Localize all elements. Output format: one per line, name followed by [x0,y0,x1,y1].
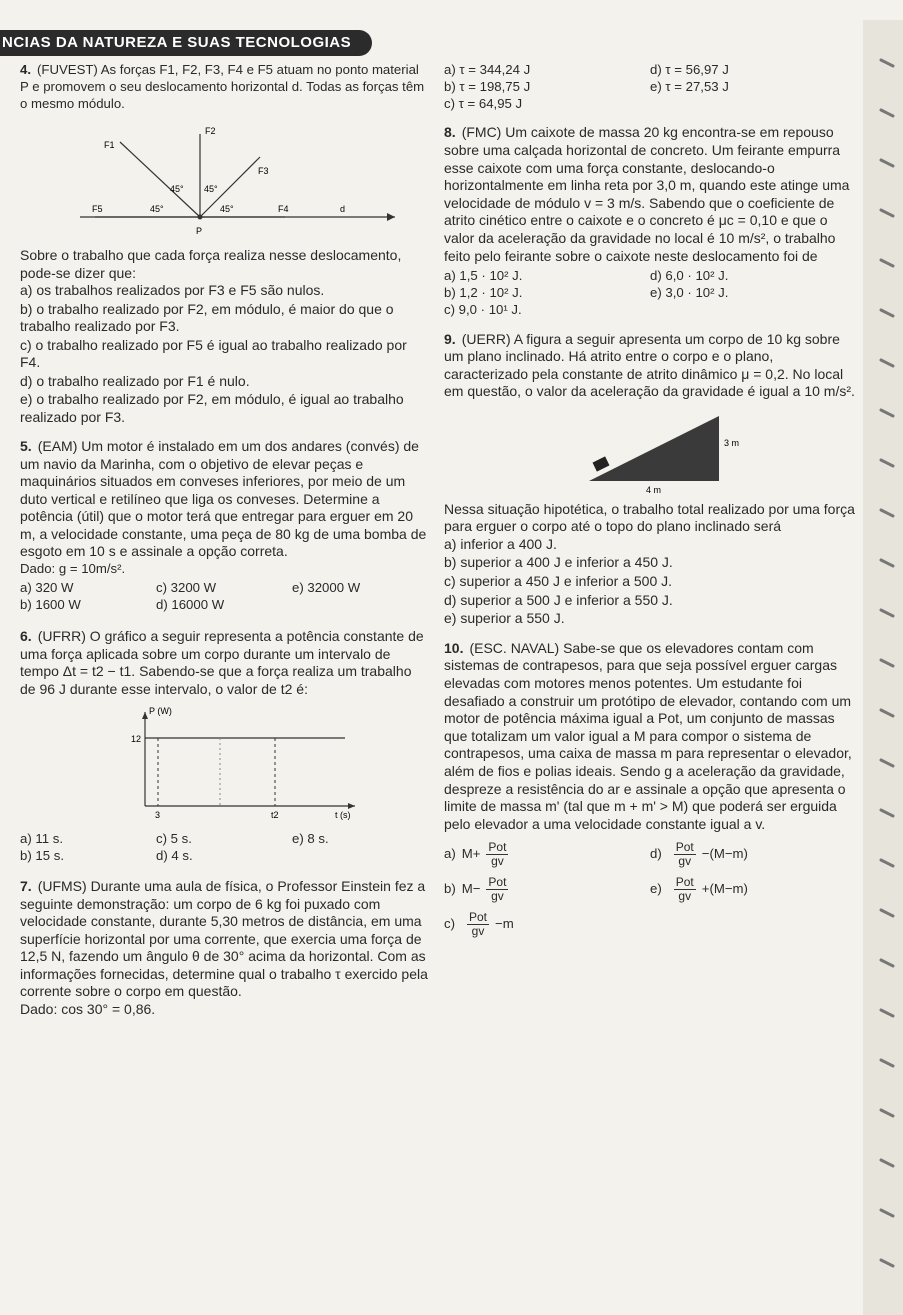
numerator: Pot [469,910,488,925]
option-a[interactable]: a) 11 s. [20,830,64,846]
question-number: 7. [20,878,32,895]
denominator: gv [491,854,504,869]
question-9 [444,331,856,628]
numerator: Pot [675,875,694,890]
option-e[interactable] [650,876,856,903]
option-label: e) [650,881,662,897]
power-time-chart [20,698,420,823]
option-c[interactable]: c) τ = 64,95 J [444,95,523,111]
question-7-options [444,62,856,112]
label-f3: F3 [258,166,269,177]
height-label: 3 m [724,437,740,448]
option-label: d) [650,846,662,862]
question-stem: (EAM) Um motor é instalado em um dos andares (convés) de um navio da Marinha, com o objetivo de elevar peças e maquinários situados em conveses inferiores, por meio de um duto vertical e retilíneo que liga os conveses. Determine a potência (útil) que o motor terá que entregar para erguer em 20 m, a velocidade constante, uma peça de 80 kg de uma bomba de esgoto em 10 s e assinale a opção correta. [20,438,427,560]
options-grid [444,62,856,112]
option-b[interactable]: b) superior a 400 J e inferior a 450 J. [444,554,673,571]
fraction [467,911,489,938]
question-10 [444,640,856,939]
label-p: P [196,226,203,237]
option-e[interactable]: e) o trabalho realizado por F2, em módulo, é igual ao trabalho realizado por F3. [20,391,404,425]
option-label: b) [444,881,456,897]
options-grid [20,580,428,614]
option-label: c) [444,916,455,932]
given-data: Dado: g = 10m/s². [20,560,126,576]
base-label: 4 m [646,484,662,495]
option-suffix: −m [495,916,514,932]
question-stem: (FMC) Um caixote de massa 20 kg encontra-se em repouso sobre uma calçada horizontal de concreto. Um feirante empurra esse caixote com uma força constante, deslocando-o horizontalmente em linha reta por 3,0 m, quando este atinge uma velocidade de módulo v = 3 m/s. Sabendo que o coeficiente de atrito cinético entre o caixote e o concreto é μc = 0,10 e que o valor da aceleração da gravidade no local é 10 m/s², o trabalho feito pelo feirante sobre o caixote neste deslocamento foi de [444,124,850,264]
question-number: 10. [444,639,464,656]
option-d[interactable]: d) τ = 56,97 J [650,62,729,77]
option-a[interactable]: a) τ = 344,24 J [444,62,531,77]
option-d[interactable]: d) superior a 500 J e inferior a 550 J. [444,591,673,608]
option-a[interactable]: a) 320 W [20,580,74,596]
option-c[interactable]: c) 5 s. [156,830,192,846]
option-b[interactable]: b) 1,2 · 10² J. [444,284,523,300]
denominator: gv [471,924,485,939]
x-tick-t1: 3 [155,810,161,821]
denominator: gv [678,854,692,869]
option-c[interactable] [444,911,650,938]
options-grid [20,831,428,865]
options-grid [444,841,856,938]
question-number: 8. [444,124,456,141]
numerator: Pot [488,875,507,890]
question-5 [20,438,428,614]
options-list [444,536,856,628]
question-prompt: Nessa situação hipotética, o trabalho total realizado por uma força para erguer o corpo até o topo do plano inclinado será [444,500,855,535]
option-b[interactable]: b) o trabalho realizado por F2, em módulo, é maior do que o trabalho realizado por F3. [20,300,394,335]
option-b[interactable]: b) 1600 W [20,597,81,613]
angle-label-4: 45° [220,204,234,215]
question-stem: (FUVEST) As forças F1, F2, F3, F4 e F5 atuam no ponto material P e promovem o seu deslocamento horizontal d. Todas as forças têm o mesmo módulo. [20,62,425,111]
question-number: 9. [444,330,456,347]
question-number: 6. [20,628,32,645]
question-6 [20,628,428,864]
question-number: 4. [20,62,31,77]
section-banner [0,30,372,56]
option-suffix: −(M−m) [701,846,748,862]
inclined-plane [589,416,719,481]
options-list [20,282,428,426]
option-b[interactable] [444,876,650,903]
x-axis-label: t (s) [335,810,351,821]
numerator: Pot [488,840,507,855]
option-c[interactable]: c) superior a 450 J e inferior a 500 J. [444,573,673,590]
option-c[interactable]: c) 9,0 · 10¹ J. [444,301,522,317]
fraction [486,876,508,903]
option-a[interactable]: a) os trabalhos realizados por F3 e F5 são nulos. [20,282,325,299]
option-b[interactable]: b) 15 s. [20,847,64,863]
x-tick-t2: t2 [271,810,279,821]
fraction [674,876,696,903]
x-axis-arrowhead [348,803,355,809]
left-column [20,62,428,1027]
option-e[interactable]: e) 8 s. [292,830,329,846]
option-d[interactable]: d) 16000 W [156,597,225,613]
y-axis-label: P (W) [149,706,172,717]
question-stem: (UFMS) Durante uma aula de física, o Professor Einstein fez a seguinte demonstração: um corpo de 6 kg foi puxado com velocidade constante, durante 5,30 metros de distância, em uma superfície horizontal por uma corrente, que exercia uma força de 12,5 N, fazendo um ângulo θ de 30° acima da horizontal. Com as informações fornecidas, determine qual o trabalho τ exercido pela corrente sobre o corpo em questão. [20,878,428,1000]
question-4 [20,62,428,426]
option-a[interactable]: a) inferior a 400 J. [444,535,557,552]
fraction [674,841,696,868]
option-d[interactable] [650,841,856,868]
label-d: d [340,204,346,215]
denominator: gv [491,889,504,904]
right-column [444,62,856,947]
label-f2: F2 [205,126,216,137]
denominator: gv [678,889,692,904]
label-f4: F4 [278,204,289,215]
option-e[interactable]: e) 3,0 · 10² J. [650,284,729,300]
option-b[interactable]: b) τ = 198,75 J [444,78,531,94]
question-prompt: Sobre o trabalho que cada força realiza nesse deslocamento, pode-se dizer que: [20,247,402,281]
option-a[interactable] [444,841,650,868]
option-e[interactable]: e) τ = 27,53 J [650,78,729,94]
banner-text: NCIAS DA NATUREZA E SUAS TECNOLOGIAS [2,34,352,51]
option-prefix: M+ [461,846,481,862]
fraction [486,841,508,868]
option-e[interactable]: e) superior a 550 J. [444,610,565,627]
angle-label-3: 45° [150,204,164,215]
question-7 [20,878,428,1017]
forces-diagram [20,112,400,242]
option-label: a) [444,846,456,862]
angle-label-1: 45° [170,184,184,195]
question-8 [444,124,856,318]
label-f1: F1 [104,140,115,151]
block [593,456,610,471]
inclined-plane-diagram [444,401,856,496]
option-c[interactable]: c) o trabalho realizado por F5 é igual ao trabalho realizado por F4. [20,336,407,371]
y-tick-label: 12 [131,734,142,745]
numerator: Pot [675,840,694,855]
option-a[interactable]: a) 1,5 · 10² J. [444,268,523,284]
axis-arrowhead [387,213,395,221]
option-prefix: M− [461,881,481,897]
option-c[interactable]: c) 3200 W [156,580,217,596]
options-grid [444,268,856,318]
given-data: Dado: cos 30° = 0,86. [20,1000,156,1017]
question-stem: (UFRR) O gráfico a seguir representa a potência constante de uma força aplicada sobre um corpo durante um intervalo de tempo Δt = t2 − t1. Sabendo-se que a força realiza um trabalho de 96 J durante esse intervalo, o valor de t2 é: [20,628,424,697]
option-d[interactable]: d) 6,0 · 10² J. [650,268,729,284]
question-number: 5. [20,438,32,455]
option-d[interactable]: d) o trabalho realizado por F1 é nulo. [20,372,250,389]
option-d[interactable]: d) 4 s. [156,847,193,863]
question-stem: (ESC. NAVAL) Sabe-se que os elevadores contam com sistemas de contrapesos, para que seja possível erguer cargas elevadas com motores menos potentes. Um estudante foi desafiado a construir um protótipo de elevador, contando com um motor de potência máxima igual a Pot, um conjunto de massas que totalizam um valor igual a M para compor o sistema de contrapesos, uma caixa de massa m para representar o elevador, além de fios e polias ideais. Sendo g a aceleração da gravidade, despreze a resistência do ar e assinale a opção que apresenta o limite de massa m' (tal que m + m' > M) que poderá ser erguida pelo elevador a uma velocidade constante igual a v. [444,639,852,832]
question-stem: (UERR) A figura a seguir apresenta um corpo de 10 kg sobre um plano inclinado. Há atrito entre o corpo e o plano, caracterizado pela constante de atrito dinâmico μ = 0,2. No local em questão, o valor da aceleração da gravidade é igual a 10 m/s². [444,330,855,400]
option-suffix: +(M−m) [701,881,748,897]
page-binding-edge [863,20,903,1315]
label-f5: F5 [92,204,103,215]
y-axis-arrowhead [142,712,148,719]
angle-label-2: 45° [204,184,218,195]
point-p [198,215,203,220]
option-e[interactable]: e) 32000 W [292,580,361,596]
